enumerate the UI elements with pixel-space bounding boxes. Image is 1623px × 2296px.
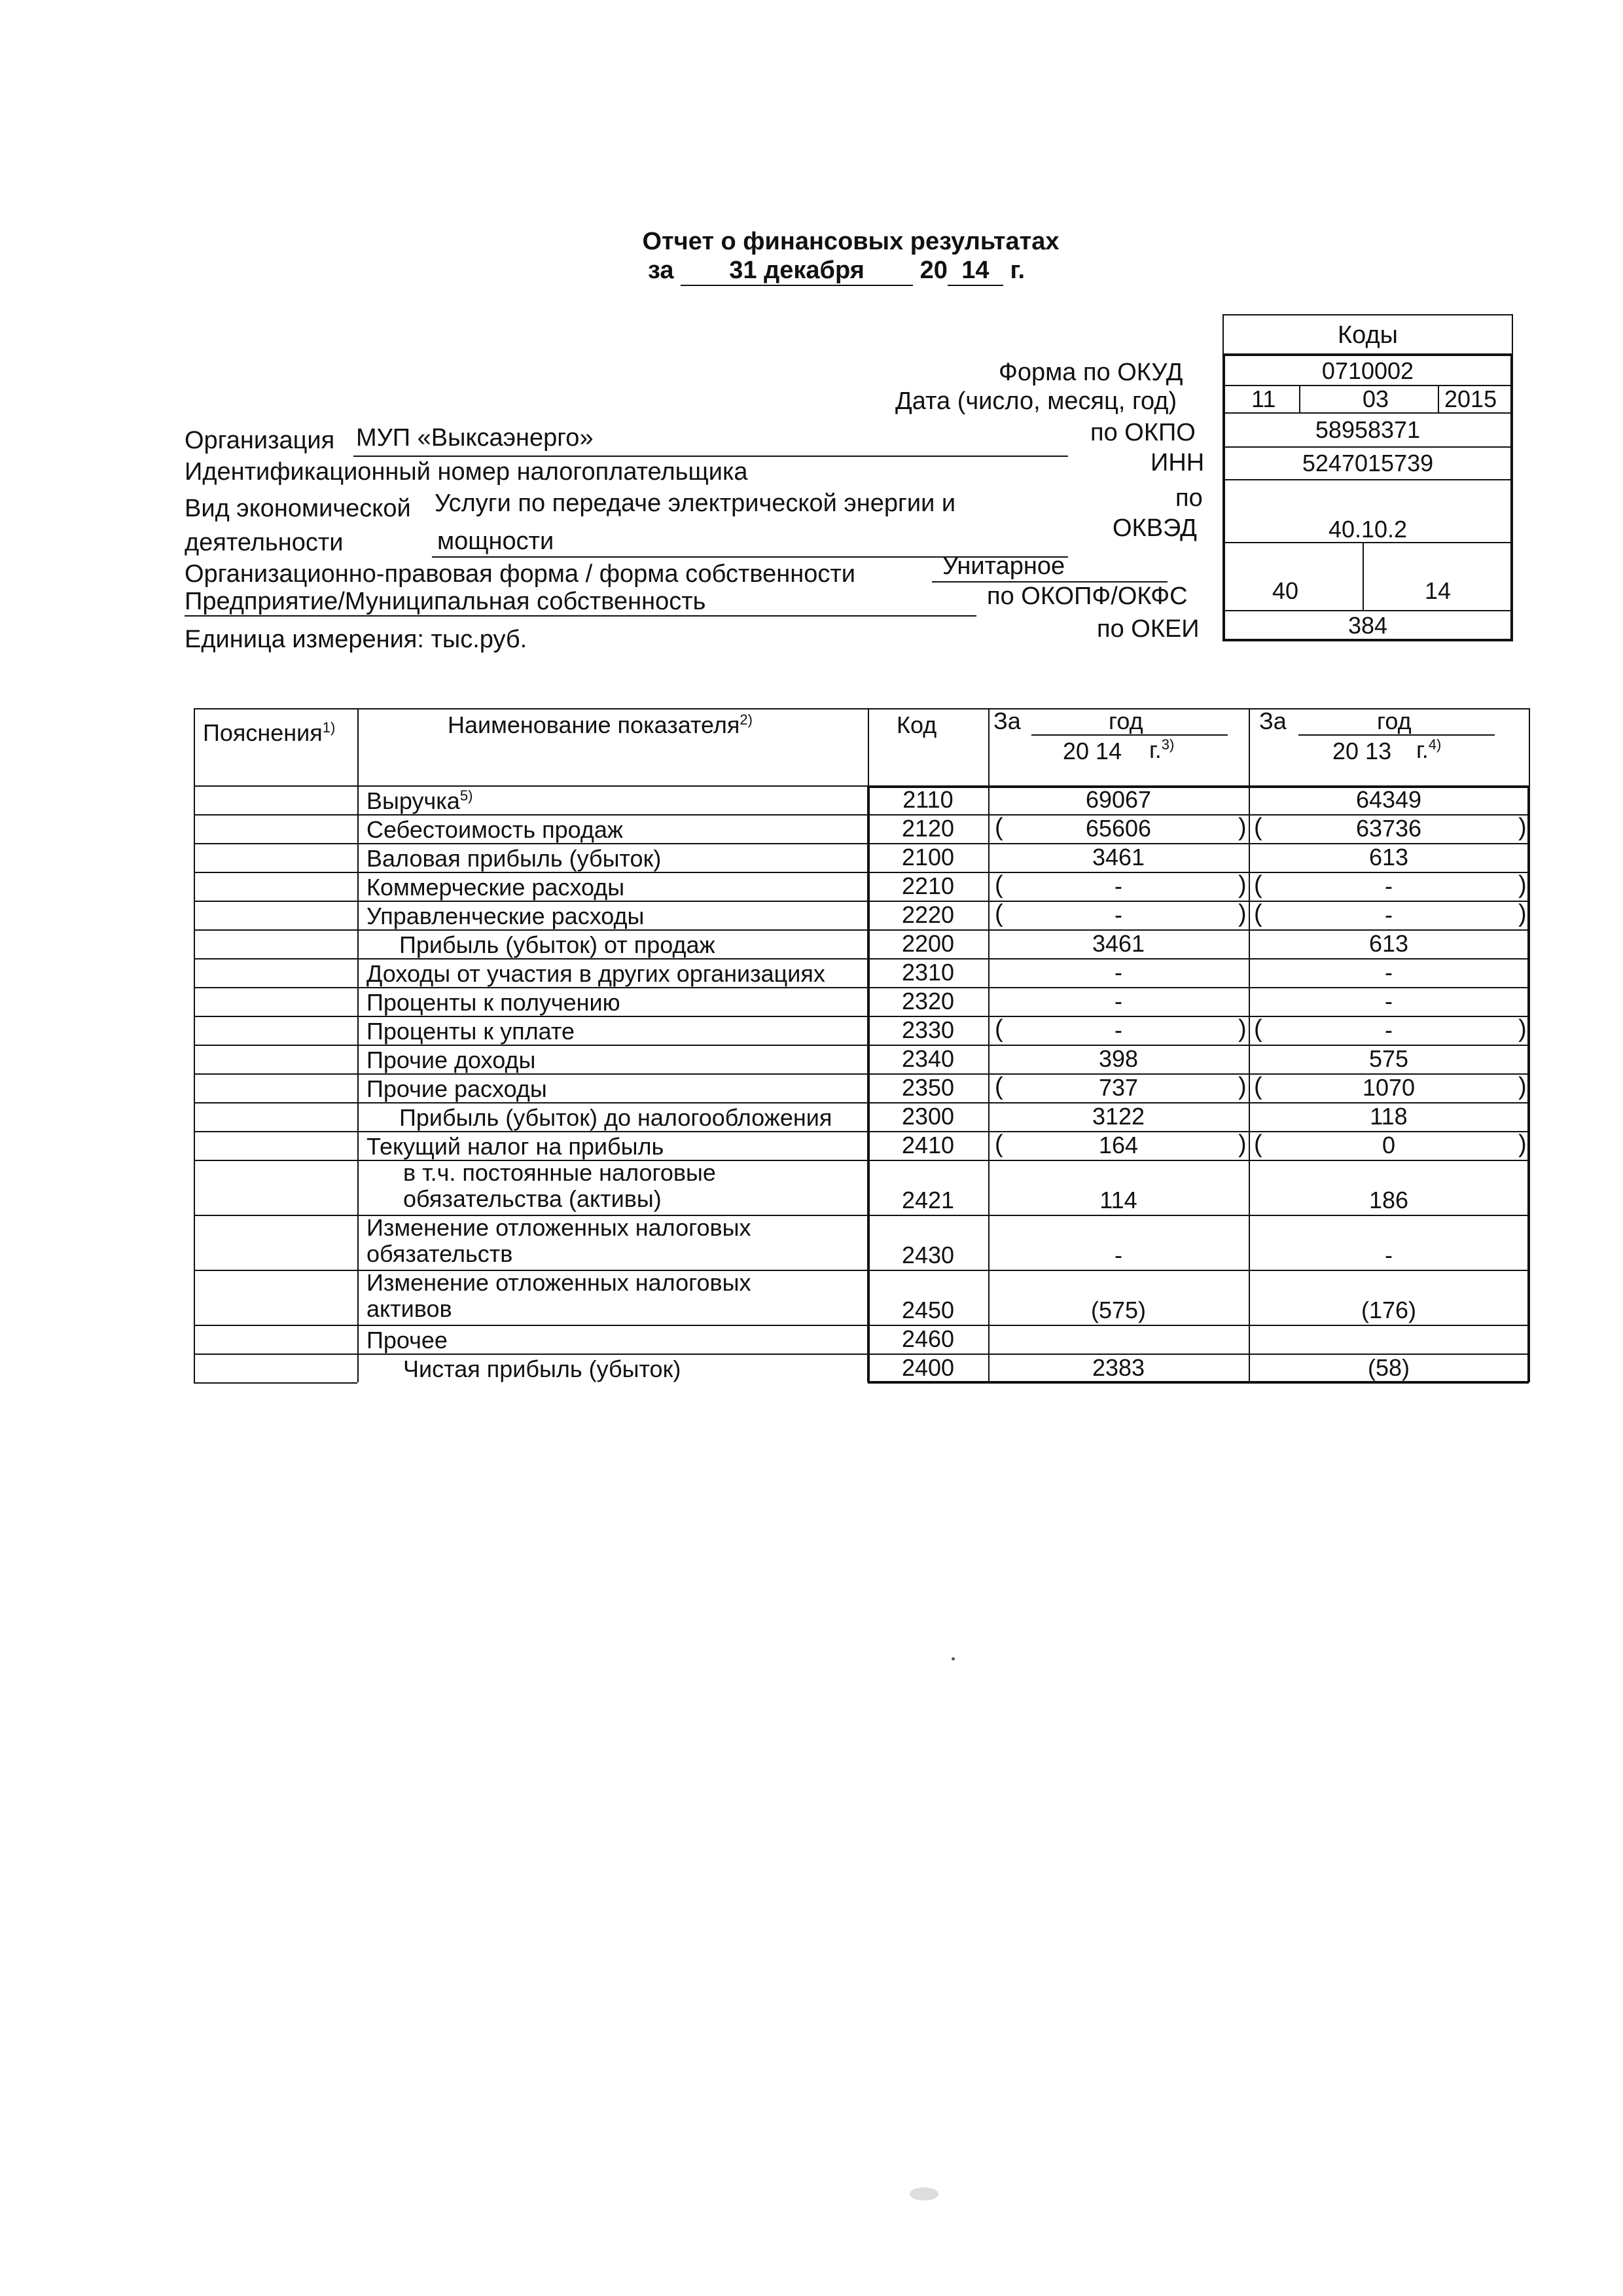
inn-label: ИНН: [1150, 449, 1205, 476]
codes-header: Коды: [1222, 314, 1513, 353]
activity-value-2: мощности: [437, 528, 554, 555]
paren-close: ): [1238, 1015, 1247, 1043]
row-name: Себестоимость продаж: [366, 816, 623, 843]
header-current-za: За: [993, 708, 1021, 734]
paren-open: (: [1254, 871, 1262, 899]
paren-open: (: [1254, 1015, 1262, 1043]
paren-close: ): [1518, 1073, 1527, 1100]
row-current-value: -: [1115, 959, 1122, 986]
paren-open: (: [1254, 814, 1262, 841]
paren-close: ): [1518, 1130, 1527, 1158]
row-previous-value: 1070: [1362, 1074, 1416, 1101]
paren-close: ): [1238, 1073, 1247, 1100]
date-codes: [1222, 386, 1513, 414]
row-current-value: 398: [1098, 1045, 1139, 1072]
okopf-label: по ОКОПФ/ОКФС: [987, 583, 1188, 610]
row-name: Прибыль (убыток) от продаж: [399, 931, 715, 958]
row-code: 2350: [901, 1074, 955, 1101]
row-previous-value: -: [1385, 988, 1393, 1014]
row-code: 2410: [901, 1132, 955, 1158]
row-current-value: -: [1115, 1242, 1122, 1268]
paren-open: (: [995, 871, 1003, 899]
row-name: Прочие доходы: [366, 1047, 536, 1073]
row-code: 2200: [901, 930, 955, 957]
row-name: Прибыль (убыток) до налогообложения: [399, 1104, 832, 1131]
okved-label: ОКВЭД: [1113, 514, 1197, 542]
activity-label-1: Вид экономической: [185, 495, 411, 522]
paren-close: ): [1518, 871, 1527, 899]
org-name: МУП «Выксаэнерго»: [356, 424, 594, 452]
row-name: Текущий налог на прибыль: [366, 1133, 664, 1160]
row-name: Изменение отложенных налоговых активов: [366, 1269, 751, 1322]
date-year: 2015: [1444, 386, 1497, 412]
header-code: Код: [897, 711, 937, 738]
row-name: Прочие расходы: [366, 1075, 547, 1102]
paren-open: (: [995, 1073, 1003, 1100]
paren-close: ): [1518, 814, 1527, 841]
row-current-value: -: [1115, 872, 1122, 899]
paren-close: ): [1238, 814, 1247, 841]
row-current-value: 3122: [1092, 1103, 1145, 1130]
row-name: Чистая прибыль (убыток): [403, 1355, 681, 1382]
header-previous-god: год: [1377, 708, 1412, 734]
row-previous-value: 613: [1368, 930, 1409, 957]
okpo-code: 58958371: [1222, 414, 1513, 448]
row-code: 2430: [901, 1242, 955, 1268]
row-previous-value: -: [1385, 901, 1393, 928]
activity-value-1: Услуги по передаче электрической энергии и: [435, 490, 956, 517]
row-previous-value: 0: [1382, 1132, 1396, 1158]
row-code: 2330: [901, 1016, 955, 1043]
paren-close: ): [1518, 1015, 1527, 1043]
paren-open: (: [995, 814, 1003, 841]
row-code: 2220: [901, 901, 955, 928]
okved-label-1: по: [1175, 484, 1203, 512]
paren-open: (: [1254, 900, 1262, 927]
row-name: Прочее: [366, 1327, 448, 1354]
row-current-value: 65606: [1085, 815, 1152, 842]
row-code: 2100: [901, 844, 955, 870]
okei-label: по ОКЕИ: [1097, 615, 1200, 643]
row-current-value: -: [1115, 1016, 1122, 1043]
row-current-value: 114: [1099, 1187, 1137, 1213]
inn-label-left: Идентификационный номер налогоплательщика: [185, 458, 748, 486]
paren-open: (: [1254, 1130, 1262, 1158]
paren-close: ): [1518, 900, 1527, 927]
org-label: Организация: [185, 427, 335, 454]
row-current-value: 3461: [1092, 844, 1145, 870]
okud-code: 0710002: [1222, 353, 1513, 386]
row-code: 2110: [902, 786, 954, 813]
period-date: 31 декабря: [681, 257, 913, 286]
okopf-code: 40: [1272, 577, 1299, 604]
row-name: Управленческие расходы: [366, 903, 645, 929]
row-previous-value: 63736: [1355, 815, 1422, 842]
row-current-value: -: [1115, 901, 1122, 928]
legal-label: Организационно-правовая форма / форма собственности: [185, 560, 856, 588]
paren-close: ): [1238, 1130, 1247, 1158]
paren-close: ): [1238, 900, 1247, 927]
row-name: Изменение отложенных налоговых обязательств: [366, 1214, 751, 1267]
activity-label-2: деятельности: [185, 529, 344, 556]
header-name: Наименование показателя$^{2)}$: [448, 711, 753, 738]
row-current-value: 2383: [1092, 1354, 1145, 1381]
row-current-value: 737: [1098, 1074, 1139, 1101]
date-label: Дата (число, месяц, год): [895, 387, 1177, 415]
row-code: 2450: [901, 1297, 955, 1323]
row-previous-value: -: [1385, 959, 1393, 986]
row-current-value: 3461: [1092, 930, 1145, 957]
okpo-label: по ОКПО: [1090, 419, 1196, 446]
inn-code: 5247015739: [1222, 448, 1513, 480]
row-previous-value: -: [1385, 1242, 1393, 1268]
row-name: Доходы от участия в других организациях: [366, 960, 825, 987]
row-current-value: (575): [1090, 1297, 1147, 1323]
header-previous-g: г.$^{4)}$: [1416, 736, 1442, 763]
header-current-year: 20 14: [1063, 738, 1122, 764]
row-previous-value: 575: [1368, 1045, 1409, 1072]
row-name: Проценты к уплате: [366, 1018, 575, 1045]
row-current-value: -: [1115, 988, 1122, 1014]
row-name: Выручка$^{5)}$: [366, 787, 473, 814]
paren-close: ): [1238, 871, 1247, 899]
header-current-g: г.$^{3)}$: [1149, 736, 1175, 763]
row-code: 2421: [901, 1187, 955, 1213]
row-code: 2400: [901, 1354, 955, 1381]
row-name: Проценты к получению: [366, 989, 620, 1016]
header-previous-za: За: [1259, 708, 1287, 734]
period-year: 14: [948, 257, 1003, 286]
row-previous-value: (58): [1367, 1354, 1410, 1381]
okud-label: Форма по ОКУД: [999, 359, 1183, 386]
unit-label: Единица измерения: тыс.руб.: [185, 626, 527, 653]
row-previous-value: 186: [1368, 1187, 1409, 1213]
row-code: 2340: [901, 1045, 955, 1072]
row-code: 2460: [901, 1325, 955, 1352]
paren-open: (: [995, 1130, 1003, 1158]
row-current-value: 164: [1098, 1132, 1139, 1158]
row-code: 2320: [901, 988, 955, 1014]
row-code: 2310: [901, 959, 955, 986]
okei-code: 384: [1222, 611, 1513, 641]
row-code: 2120: [901, 815, 955, 842]
okfs-code: 14: [1425, 577, 1452, 604]
legal-value-2: Предприятие/Муниципальная собственность: [185, 588, 706, 615]
row-previous-value: -: [1385, 1016, 1393, 1043]
paren-open: (: [1254, 1073, 1262, 1100]
row-previous-value: -: [1385, 872, 1393, 899]
okved-code: 40.10.2: [1222, 480, 1513, 543]
paren-open: (: [995, 1015, 1003, 1043]
row-name: в т.ч. постоянные налоговые обязательства (активы): [403, 1159, 716, 1212]
row-name: Коммерческие расходы: [366, 874, 625, 901]
header-notes: Пояснения$^{1)}$: [203, 719, 336, 746]
header-current-god: год: [1109, 708, 1143, 734]
row-previous-value: 118: [1370, 1103, 1408, 1130]
okopf-codes: [1222, 543, 1513, 611]
report-period: за 31 декабря 20 14 г.: [648, 257, 1025, 286]
row-code: 2210: [901, 872, 955, 899]
date-day: 11: [1251, 386, 1276, 412]
report-title: Отчет о финансовых результатах: [642, 228, 1060, 255]
header-previous-year: 20 13: [1332, 738, 1392, 764]
paren-open: (: [995, 900, 1003, 927]
date-month: 03: [1363, 386, 1389, 412]
row-previous-value: 613: [1368, 844, 1409, 870]
legal-value-1: Унитарное: [942, 552, 1065, 580]
row-previous-value: 64349: [1355, 786, 1422, 813]
row-current-value: 69067: [1085, 786, 1152, 813]
row-previous-value: (176): [1361, 1297, 1417, 1323]
row-name: Валовая прибыль (убыток): [366, 845, 662, 872]
row-code: 2300: [901, 1103, 955, 1130]
